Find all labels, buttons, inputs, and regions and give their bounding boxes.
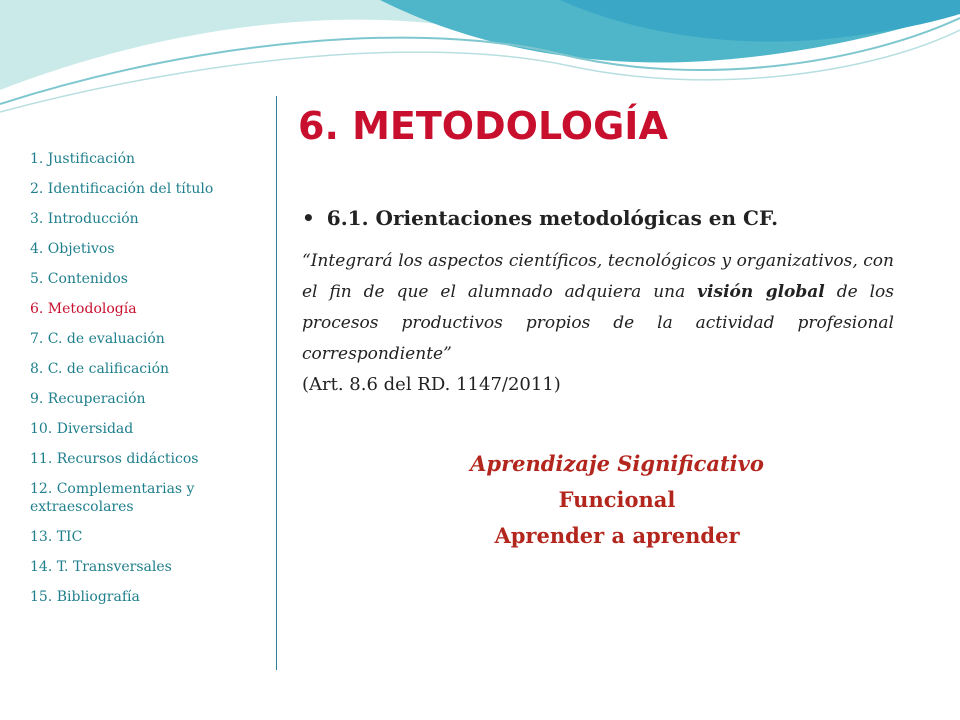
- sidebar-item[interactable]: 7. C. de evaluación: [30, 331, 165, 347]
- sidebar-divider: [276, 96, 277, 670]
- page-title: 6. METODOLOGÍA: [298, 104, 668, 148]
- sidebar-item[interactable]: 2. Identificación del título: [30, 181, 214, 197]
- sidebar-item[interactable]: 15. Bibliografía: [30, 589, 140, 605]
- sidebar-item[interactable]: 6. Metodología: [30, 301, 137, 317]
- concept-list: [300, 446, 934, 554]
- reference-text: (Art. 8.6 del RD. 1147/2011): [302, 374, 561, 395]
- sidebar-item[interactable]: 5. Contenidos: [30, 271, 128, 287]
- sidebar-item[interactable]: 9. Recuperación: [30, 391, 146, 407]
- sidebar-item[interactable]: 13. TIC: [30, 529, 83, 545]
- section-bullet: [302, 206, 902, 230]
- sidebar-item[interactable]: 12. Complementarias y extraescolares: [30, 481, 195, 515]
- sidebar-item[interactable]: 11. Recursos didácticos: [30, 451, 199, 467]
- sidebar-item[interactable]: 4. Objetivos: [30, 241, 115, 257]
- concept-item: Funcional: [558, 487, 676, 512]
- quote-part-2: de los procesos productivos propios de la actividad profesional correspondiente: [302, 282, 894, 364]
- bullet-dot-icon: •: [302, 206, 315, 230]
- sidebar-item[interactable]: 10. Diversidad: [30, 421, 134, 437]
- sidebar-item[interactable]: 3. Introducción: [30, 211, 139, 227]
- quote-open: “: [302, 251, 311, 271]
- bullet-text: 6.1. Orientaciones metodológicas en CF.: [326, 206, 779, 230]
- quote-text: [302, 246, 894, 370]
- concept-item: Aprender a aprender: [494, 523, 740, 548]
- sidebar-item[interactable]: 14. T. Transversales: [30, 559, 172, 575]
- quote-close: ”: [443, 344, 452, 364]
- sidebar-item[interactable]: 1. Justificación: [30, 151, 136, 167]
- sidebar-nav: [30, 150, 270, 618]
- sidebar-item[interactable]: 8. C. de calificación: [30, 361, 170, 377]
- quote-bold: visión global: [697, 282, 825, 302]
- quote-part-1: Integrará los aspectos científicos, tecnológicos y organizativos, con el fin de que el alumnado adquiera una: [302, 251, 894, 302]
- concept-item: Aprendizaje Significativo: [470, 451, 764, 476]
